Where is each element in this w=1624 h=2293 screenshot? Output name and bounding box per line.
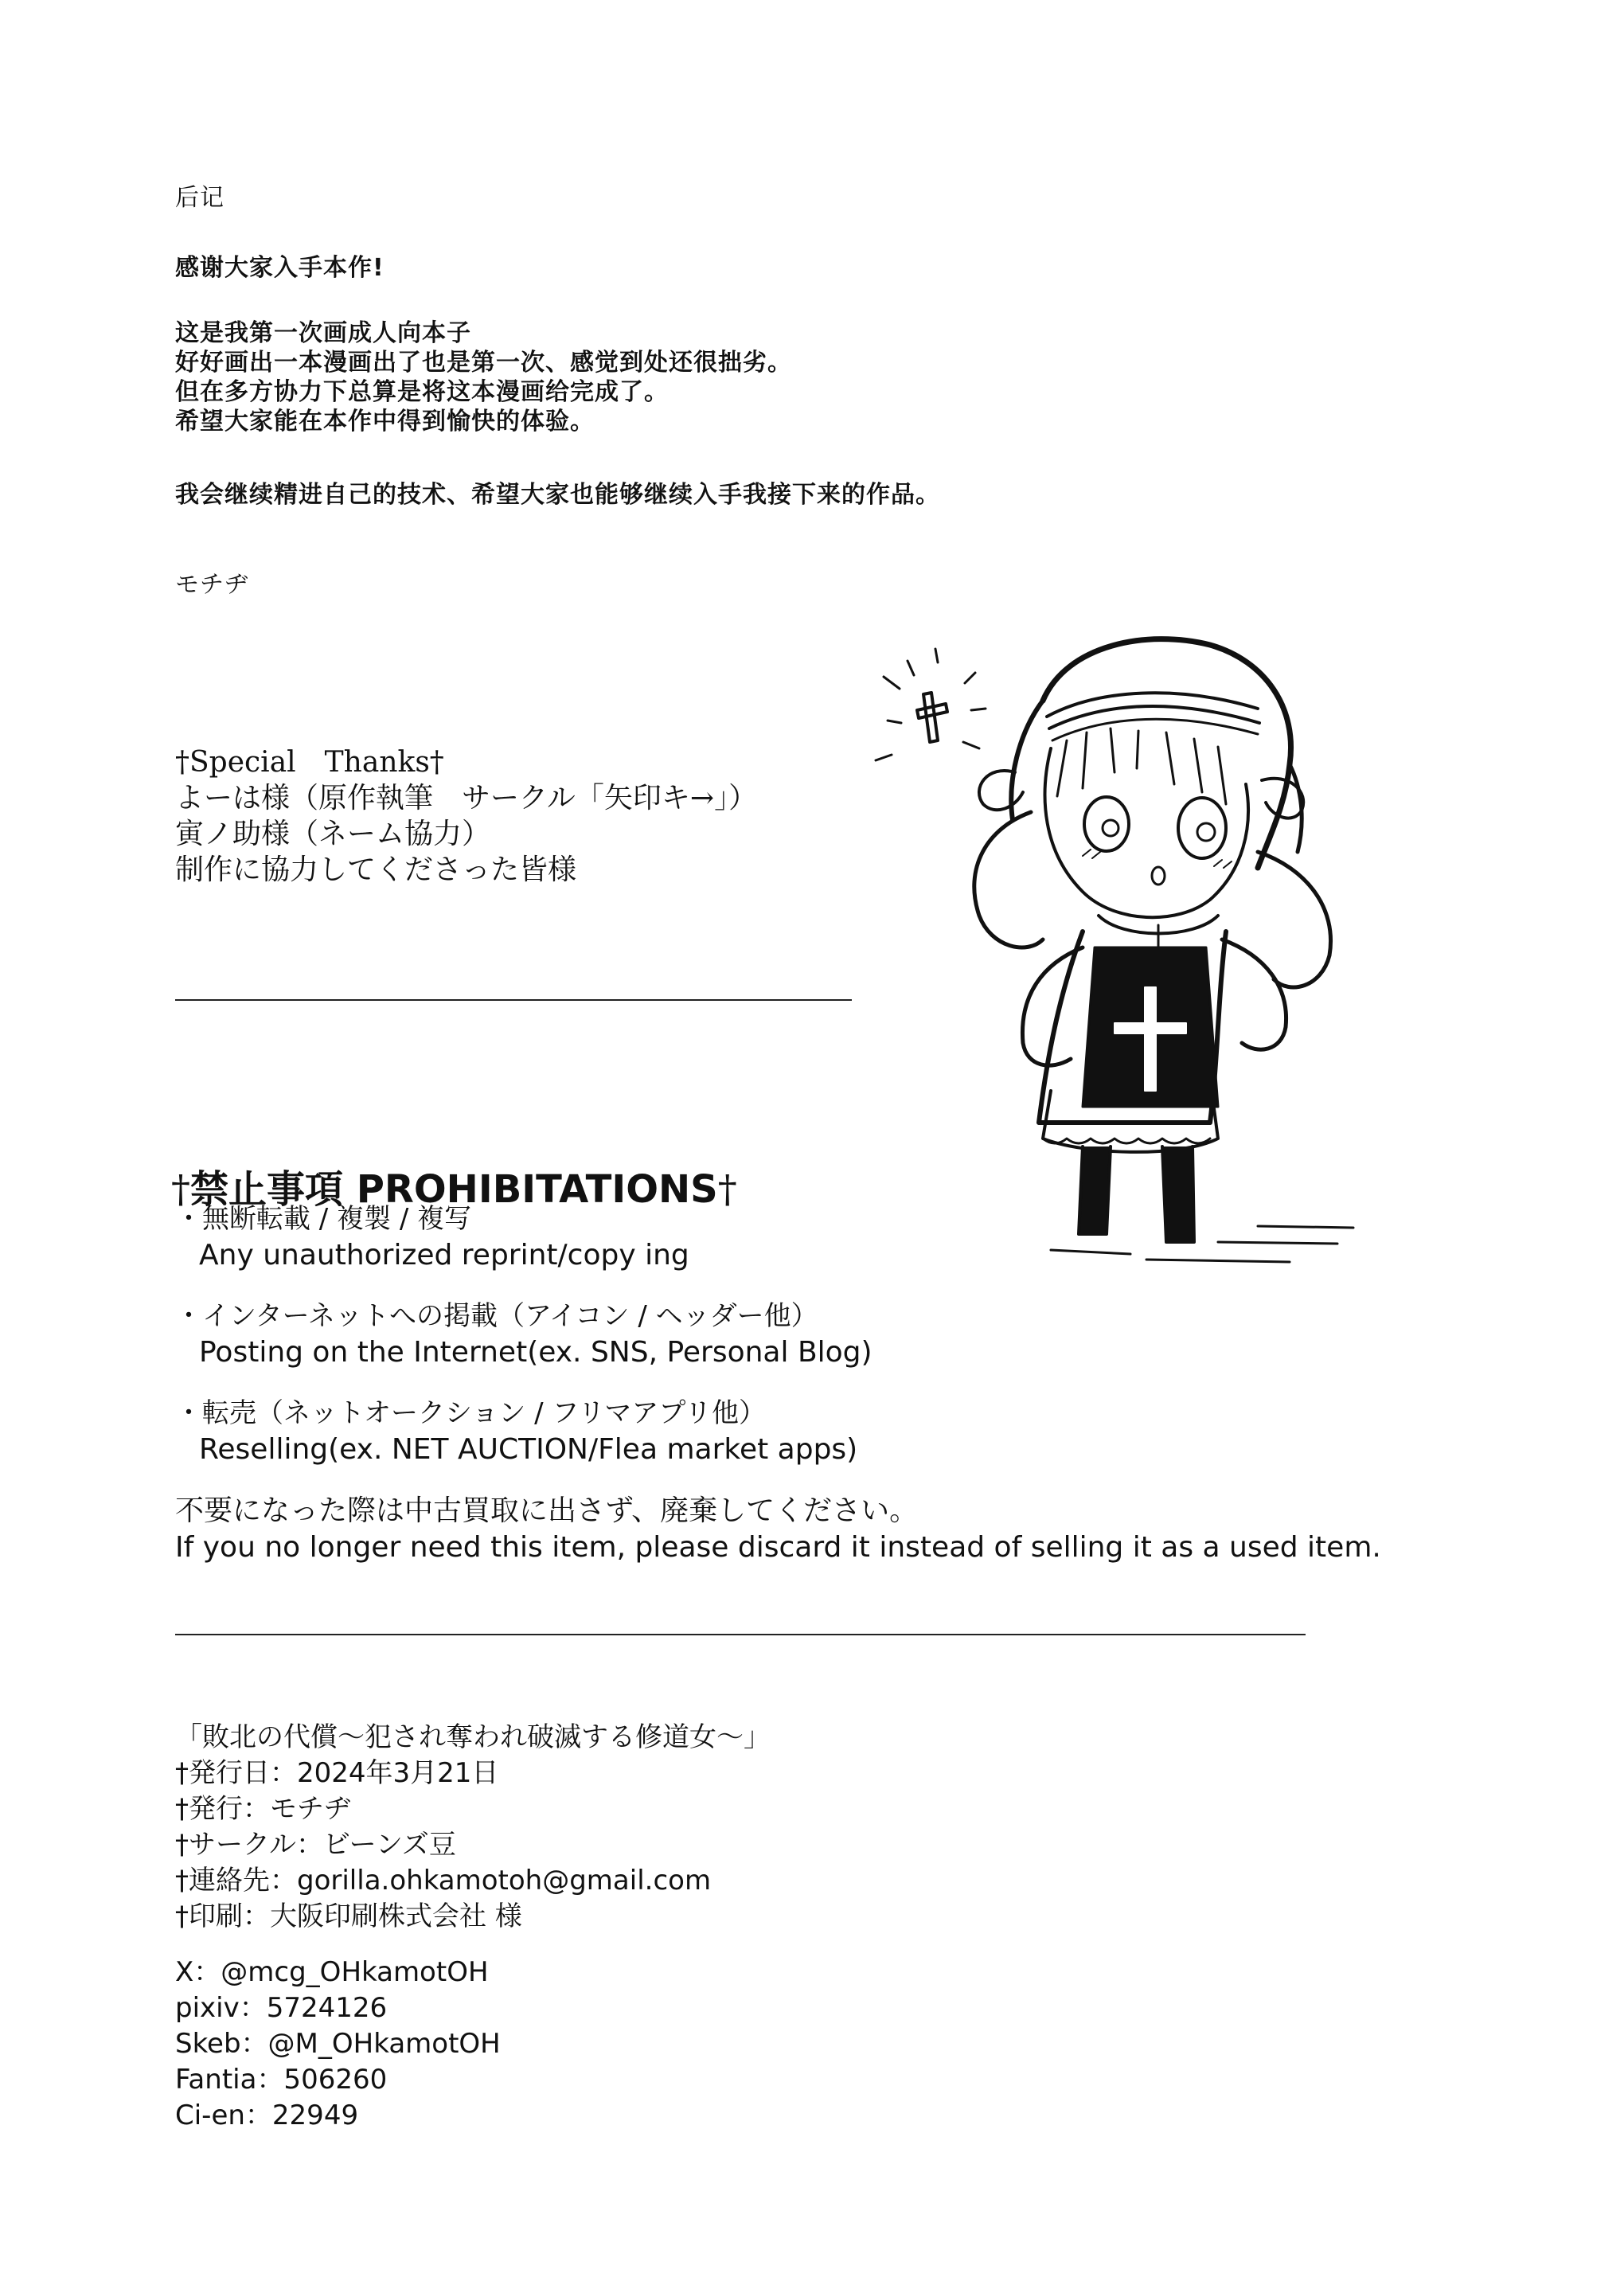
afterword-body [175, 255, 385, 282]
thanks-line: 制作に協力してくださった皆様 [175, 854, 577, 886]
colophon-line: †サークル：ビーンズ豆 [175, 1829, 456, 1861]
colophon-line: †連絡先：gorilla.ohkamotoh@gmail.com [175, 1865, 712, 1897]
afterword-line: 但在多方协力下总算是将这本漫画给完成了。 [175, 378, 669, 406]
book-title: 「敗北の代償〜犯され奪われ破滅する修道女〜」 [175, 1721, 771, 1753]
afterword-line: 这是我第一次画成人向本子 [175, 319, 471, 347]
afterword-line: 我会继续精进自己的技术、希望大家也能够继续入手我接下来的作品。 [175, 481, 940, 509]
prohibition-en: Posting on the Internet(ex. SNS, Personal Blog) [199, 1336, 873, 1369]
afterword-signature: モチヂ [175, 571, 249, 599]
prohibitions-heading-jp: 禁止事項 [190, 1167, 344, 1212]
nun-illustration [844, 613, 1481, 1274]
prohibition-jp: ・無断転載 / 複製 / 複写 [175, 1203, 472, 1235]
colophon [175, 1720, 771, 1935]
divider-2 [175, 1634, 1306, 1635]
afterword-line: 希望大家能在本作中得到愉快的体验。 [175, 408, 595, 436]
colophon-line: †発行：モチヂ [175, 1793, 351, 1825]
thanks-heading: †Special Thanks† [175, 746, 444, 779]
prohibitions-heading-en: PROHIBITATIONS [356, 1167, 718, 1212]
sns-line: X：@mcg_OHkamotOH [175, 1956, 489, 1988]
prohibition-jp: ・転売（ネットオークション / フリマアプリ他） [175, 1397, 766, 1429]
sns-line: Skeb：@M_OHkamotOH [175, 2028, 501, 2060]
prohibition-jp: ・インターネットへの掲載（アイコン / ヘッダー他） [175, 1300, 818, 1332]
prohibition-item [175, 1298, 873, 1371]
sns-line: pixiv：5724126 [175, 1992, 388, 2024]
prohibitions-heading: †禁止事項 PROHIBITATIONS† [171, 1167, 737, 1212]
afterword-line: 感谢大家入手本作! [175, 254, 385, 282]
thanks-line: 寅ノ助様（ネーム協力） [175, 818, 491, 850]
social-links [175, 1955, 501, 2134]
afterword-paragraph [175, 318, 792, 436]
colophon-line: †発行日：2024年3月21日 [175, 1757, 499, 1789]
disposal-notice [175, 1493, 1381, 1566]
sns-line: Ci-en：22949 [175, 2100, 359, 2131]
thanks-line: よーは様（原作執筆 サークル「矢印キ→」） [175, 782, 758, 814]
afterword-closing [175, 482, 940, 509]
notice-jp: 不要になった際は中古買取に出さず、廃棄してください。 [175, 1494, 919, 1527]
divider-1 [175, 999, 852, 1001]
afterword [175, 185, 224, 212]
prohibition-item [175, 1395, 857, 1468]
notice-en: If you no longer need this item, please discard it instead of selling it as a used item. [175, 1531, 1381, 1564]
prohibition-en: Reselling(ex. NET AUCTION/Flea market apps) [199, 1433, 858, 1466]
colophon-line: †印刷：大阪印刷株式会社 様 [175, 1900, 522, 1932]
afterword-signature-block [175, 572, 249, 599]
afterword-line: 好好画出一本漫画出了也是第一次、感觉到处还很拙劣。 [175, 349, 792, 377]
sns-line: Fantia：506260 [175, 2064, 388, 2096]
special-thanks [175, 744, 757, 888]
prohibition-en: Any unauthorized reprint/copy ing [199, 1239, 689, 1272]
prohibition-item [175, 1201, 689, 1274]
afterword-title: 后记 [175, 184, 224, 212]
